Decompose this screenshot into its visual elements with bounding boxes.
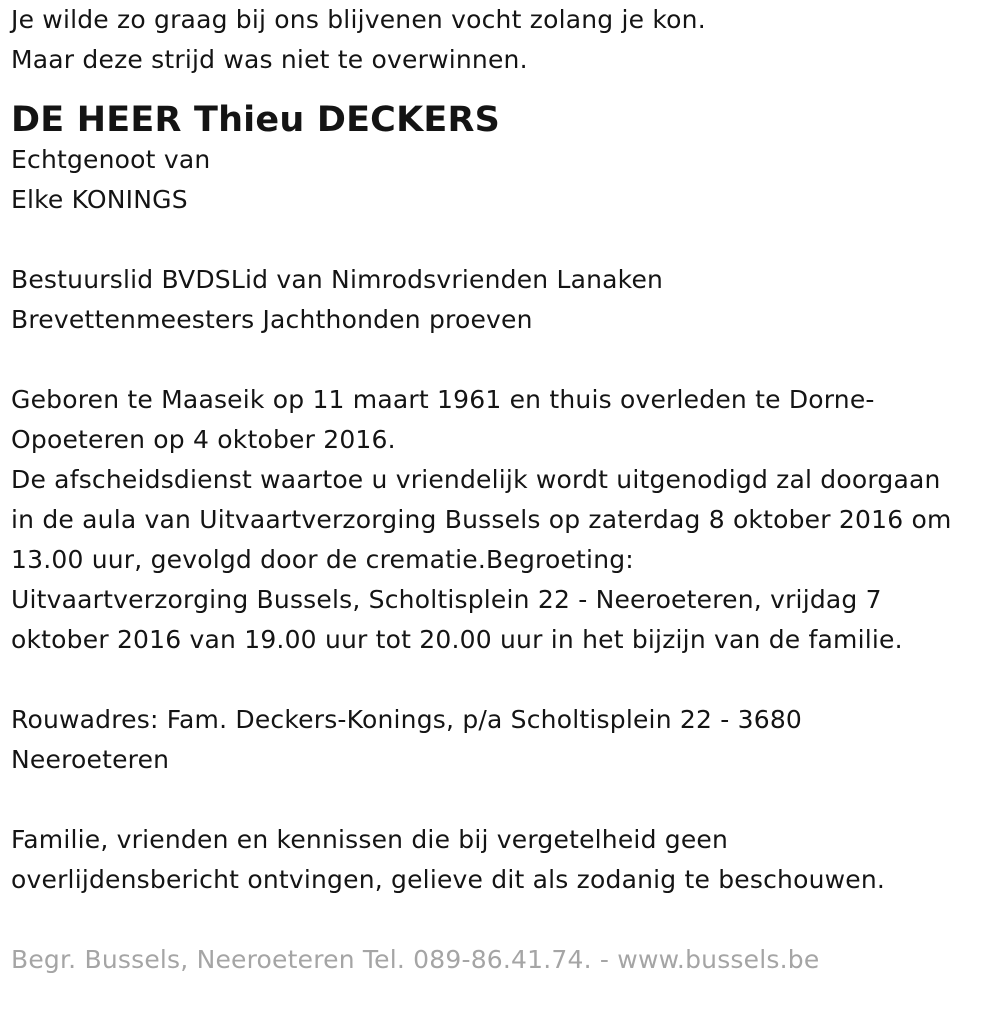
address-line-2: Neeroeteren (11, 745, 170, 774)
details-line-3: De afscheidsdienst waartoe u vriendelijk wordt uitgenodigd zal doorgaan (11, 465, 941, 494)
notice-line-2: overlijdensbericht ontvingen, gelieve dit als zodanig te beschouwen. (11, 865, 886, 894)
spacer (11, 220, 996, 260)
details-line-1: Geboren te Maaseik op 11 maart 1961 en thuis overleden te Dorne- (11, 385, 875, 414)
details-line-5: 13.00 uur, gevolgd door de crematie.Begroeting: (11, 545, 634, 574)
spacer (11, 780, 996, 820)
funeral-home-footer: Begr. Bussels, Neeroeteren Tel. 089-86.41.74. - www.bussels.be (11, 945, 820, 974)
intro-line-1: Je wilde zo graag bij ons blijvenen vocht zolang je kon. (11, 5, 706, 34)
spacer (11, 900, 996, 940)
details-line-6: Uitvaartverzorging Bussels, Scholtisplein 22 - Neeroeteren, vrijdag 7 (11, 585, 882, 614)
spacer (11, 80, 996, 100)
spacer (11, 660, 996, 700)
obituary-document (11, 0, 996, 980)
roles-line-1: Bestuurslid BVDSLid van Nimrodsvrienden Lanaken (11, 265, 664, 294)
intro-line-2: Maar deze strijd was niet te overwinnen. (11, 45, 528, 74)
notice-line-1: Familie, vrienden en kennissen die bij vergetelheid geen (11, 825, 729, 854)
relation-line-2: Elke KONINGS (11, 185, 188, 214)
details-line-4: in de aula van Uitvaartverzorging Bussels op zaterdag 8 oktober 2016 om (11, 505, 952, 534)
deceased-name: DE HEER Thieu DECKERS (11, 100, 501, 140)
details-line-7: oktober 2016 van 19.00 uur tot 20.00 uur in het bijzijn van de familie. (11, 625, 903, 654)
address-line-1: Rouwadres: Fam. Deckers-Konings, p/a Scholtisplein 22 - 3680 (11, 705, 803, 734)
relation-line-1: Echtgenoot van (11, 145, 211, 174)
spacer (11, 340, 996, 380)
roles-line-2: Brevettenmeesters Jachthonden proeven (11, 305, 533, 334)
details-line-2: Opoeteren op 4 oktober 2016. (11, 425, 396, 454)
